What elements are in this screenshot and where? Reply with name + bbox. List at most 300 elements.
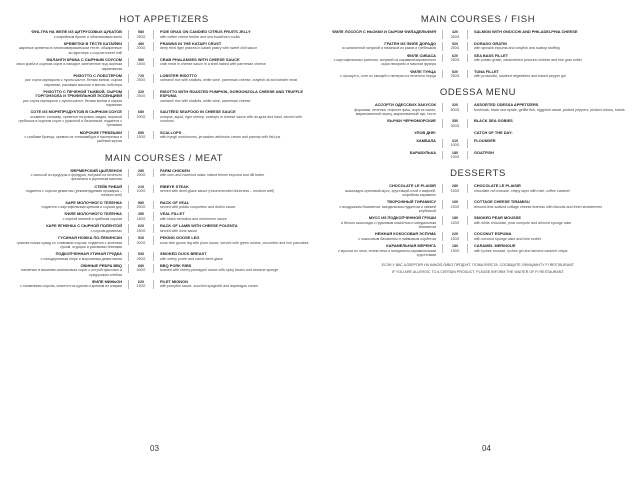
menu-item-price: 620 [451, 53, 459, 58]
menu-item-grams: 100G [136, 189, 146, 194]
menu-item-price: 530 [137, 251, 145, 256]
menu-item-weight [128, 224, 154, 233]
menu-item [16, 236, 312, 249]
menu-item-ru [16, 212, 128, 221]
menu-item-weight [442, 244, 468, 253]
menu-item-grams: 300G [136, 240, 146, 245]
menu-item-ru-desc: с соусом демиглас [90, 228, 122, 233]
menu-item-ru-title: НЕЖНАЯ КОКОСОВАЯ ЭСПУМА [374, 231, 436, 237]
menu-item-en [154, 58, 312, 67]
menu-item-grams: 100G [450, 155, 460, 160]
menu-item-grams: 300G [450, 123, 460, 128]
menu-item-ru-desc: с сельдереевым пюре и морковным демигласом [40, 256, 122, 261]
menu-item-price: 180 [451, 216, 459, 221]
menu-item-ru-desc: с кокосовым бисквитом и лаймовым сорбетом [358, 236, 436, 241]
menu-item-ru-title: АССОРТИ ОДЕССКИХ ЗАКУСОК [374, 102, 436, 108]
allergy-note-ru: ЕСЛИ У ВАС АЛЛЕРГИЯ НА КАКОЙ-ЛИБО ПРОДУКТ, ПОЖАЛУЙСТА, СООБЩИТЕ ОФИЦИАНТУ FI RESTAURANT. [381, 263, 575, 268]
menu-item-en [154, 42, 312, 51]
menu-item-en-title: RIBEYE STEAK [160, 183, 189, 189]
menu-item-en-title: PRAWNS IN THE KATAIFI CRUST [160, 40, 222, 46]
menu-item-price: 720 [137, 73, 145, 78]
menu-item-ru-title: СОТЕ ИЗ МОРЕПРОДУКТОВ В СЫРНОМ СОУСЕ [30, 109, 122, 115]
menu-item-ru [16, 252, 128, 261]
menu-item-ru-desc: с муссом из личи, гелем личи и миндально-карамельными хрустелями [337, 248, 436, 257]
menu-item-en-title: LOBSTER RISOTTO [160, 72, 197, 78]
menu-item-ru-desc: осьминог, кальмар, креветка тигровая, мидии, морской гребешок в сырном соусе с рукколой и базиликом, подается с гренками [18, 114, 122, 128]
menu-item-grams: 400G [136, 268, 146, 273]
menu-item-en-title: VEAL FILLET [160, 211, 185, 217]
menu-item-en-title: SAUTÉED SEAFOOD IN CHEESE SAUCE [160, 109, 236, 115]
menu-item-price: 220 [451, 232, 459, 237]
menu-item-ru-desc: и белого шоколада с грушевым компотом и миндальным бисквитом [340, 220, 436, 230]
menu-item-grams: 250G [450, 74, 460, 79]
menu-item-en [468, 151, 626, 156]
menu-item-ru [16, 201, 128, 210]
menu-item-ru [16, 169, 128, 182]
menu-item-en-desc: with celery purée and carrot demi-glace [160, 256, 223, 261]
menu-item-en-title: BBQ PORK RIBS [160, 262, 192, 268]
menu-item-ru-title: ГУСИНАЯ НОЖКА ПО-ПЕКИНСКИ [58, 234, 122, 240]
menu-item-en [154, 264, 312, 273]
menu-item-ru-desc: с сальсой из кукурузы и фундука, эспумой из печеного физалиса и укропным маслом [30, 173, 122, 182]
allergy-note-en: IF YOU ARE ALLERGIC TO A CERTAIN PRODUCT, PLEASE INFORM THE WAITER OF FI RESTAURANT. [391, 270, 565, 275]
menu-item-price: 210 [137, 184, 145, 189]
menu-item-ru [330, 54, 442, 67]
menu-item-ru [16, 90, 128, 108]
menu-item-en-title: COTTAGE CHEESE TIRAMISU [474, 199, 530, 205]
menu-item-ru-title: БЫЧКИ ЧЕРНОМОРСКИЕ [387, 118, 436, 124]
menu-item-en-desc: served with wine sauce [160, 228, 198, 233]
menu-item [330, 139, 626, 148]
menu-item-en [468, 42, 626, 51]
menu-item-en-title: BLACK SEA GOBIES [474, 118, 513, 124]
menu-item [16, 30, 312, 39]
menu-item-en [154, 131, 312, 140]
menu-item-en-title: GOATFISH [474, 149, 494, 155]
menu-item-price: 180 [451, 150, 459, 155]
menu-item-en [468, 103, 626, 112]
menu-item-en [154, 252, 312, 261]
menu-item-ru-title: РИЗОТТО С ЛОБСТЕРОМ [73, 72, 122, 78]
menu-item-en-desc: with prosciutto, sautéed vegetables and baked pepper gel [474, 74, 566, 79]
menu-item-en-desc: crab meat in cheese sauce in a shell baked with parmesan cheese [160, 62, 266, 67]
menu-item-ru-desc: со шпинатной эспумой и начинкой из раков и гребешков [341, 46, 436, 51]
menu-item-ru-desc: с грибами бранца, кремом из топинамбура и пастернака и рыбным жусом [24, 135, 122, 144]
menu-item [16, 58, 312, 71]
menu-item-en-title: COCONUT ESPUMA [474, 231, 512, 237]
menu-item-price: 620 [137, 224, 145, 229]
menu-item-price: 310 [451, 138, 459, 143]
menu-item-en-title: CARAMEL MERINGUE [474, 243, 516, 249]
main-meat-list [16, 169, 312, 292]
menu-item-price: 280 [137, 168, 145, 173]
menu-item-grams: 200G [136, 114, 146, 119]
menu-item-en-title: SMOKED PEAR MOUSSE [474, 215, 521, 221]
menu-item-en-desc: forshmak, black sea sprats, gefilte fish, eggplant caviar, pickled peppers, pickled onions, toasts [474, 107, 625, 112]
menu-item [330, 216, 626, 229]
menu-item-weight [128, 169, 154, 178]
menu-item [330, 119, 626, 128]
menu-item-ru-title: ФУА-ГРА НА ЖЕЛЕ ИЗ ЦИТРУСОВЫХ ЦУКАТОВ [31, 29, 122, 34]
menu-item-ru-title: ФЕРМЕРСКИЙ ЦЫПЛЕНОК [70, 167, 122, 173]
menu-item-ru-title: СТЕЙК РИБАЙ [94, 183, 122, 189]
menu-item-en-desc: with pumpkin sauce, zucchini spaghetti and asparagus cream [160, 284, 258, 289]
menu-item-grams: 250G [136, 228, 146, 233]
menu-item-ru [16, 30, 128, 39]
menu-item-weight [442, 70, 468, 79]
menu-item-en [154, 201, 312, 210]
menu-item-weight [128, 212, 154, 221]
menu-item-ru [330, 244, 442, 257]
menu-item-grams: 100G [450, 143, 460, 148]
menu-item-en-title: RACK OF VEAL [160, 199, 190, 205]
menu-item-ru-title: КАРЕ ЯГНЕНКА С СЫРНОЙ ПОЛЕНТОЙ [46, 223, 122, 229]
menu-item [16, 42, 312, 55]
main-meat-title: MAIN COURSES / MEAT [104, 152, 224, 164]
menu-item-ru-title: ТВОРОЖНЫЙ ТИРАМИСУ [386, 199, 436, 205]
menu-item-ru-title: БАРАБУЛЬКА [409, 149, 436, 155]
menu-item [330, 244, 626, 257]
menu-item-price: 420 [451, 30, 459, 34]
menu-item [16, 90, 312, 108]
menu-item-weight [128, 110, 154, 119]
menu-item [330, 103, 626, 116]
menu-item-en-title: SEA BASS FILLET [474, 52, 509, 58]
menu-item-grams: 150G [136, 135, 146, 140]
menu-item-price: 320 [451, 103, 459, 108]
menu-item-ru-title: КАМБАЛА [416, 137, 436, 143]
menu-item [16, 110, 312, 127]
menu-item-price: 580 [137, 200, 145, 205]
menu-item-ru-desc: мясо краба в сырном соусе в панцире запеченное под сырным пармезаном [16, 62, 122, 71]
menu-item-weight [442, 232, 468, 241]
desserts-title: DESSERTS [450, 168, 506, 180]
menu-item-ru [16, 42, 128, 55]
menu-item-en [468, 216, 626, 225]
menu-item-weight [128, 264, 154, 273]
menu-item [16, 169, 312, 182]
menu-item-ru [330, 232, 442, 241]
menu-item-grams: 250G [450, 46, 460, 51]
menu-item-en-desc: served with potato croquettes and dorblu sauce [160, 205, 236, 210]
menu-item-en-desc: carnaroli rice with shallots, white wine, parmesan cheese [160, 98, 251, 103]
menu-item-grams: 150G [450, 248, 460, 253]
menu-item-ru [330, 200, 442, 213]
menu-item-grams: 150G [450, 204, 460, 209]
menu-item-weight [128, 42, 154, 51]
menu-item-en-title: CRAB PHALANGES WITH CHEESE SAUCE [160, 56, 240, 62]
menu-item [330, 184, 626, 197]
menu-item-en-title: ASSORTED ODESSA APPETIZERS [474, 102, 539, 108]
menu-item-en [468, 139, 626, 144]
menu-item-en-title: DORADO GRATIN [474, 40, 507, 46]
menu-item-ru-title: ГРАТЕН ИЗ ФИЛЕ ДОРАДО [384, 40, 436, 46]
menu-item-price: 160 [451, 200, 459, 205]
menu-item-ru-title: ПОДКОПЧЕННАЯ УТИНАЯ ГРУДКА [55, 250, 122, 256]
menu-item-weight [442, 216, 468, 225]
menu-item-en-title: CHOCOLATE LE PLAISIR [474, 183, 521, 189]
menu-item [16, 201, 312, 210]
menu-item-weight [442, 200, 468, 209]
menu-item-en-desc: with potato gratin, caramelized pecorino cheese and foie gras butter [474, 58, 583, 63]
menu-item-ru [330, 139, 442, 144]
menu-item [16, 212, 312, 221]
menu-item-en [468, 200, 626, 209]
menu-item-weight [128, 185, 154, 194]
menu-item-en [154, 110, 312, 123]
menu-item-en-desc: served with demi-glace sauce (recommended doneness – medium well) [160, 189, 275, 194]
menu-item-ru [16, 74, 128, 87]
menu-item-ru [16, 224, 128, 233]
menu-item-en-desc: deep fried tiger prawns in kataifi pastry with sweet chili sauce [160, 46, 258, 51]
menu-item-grams: 250G [136, 94, 146, 99]
menu-item [330, 70, 626, 79]
menu-item-ru [16, 236, 128, 249]
menu-item-ru [330, 30, 442, 35]
menu-item-en-title: SMOKED DUCK BREAST [160, 250, 207, 256]
menu-item-ru [16, 280, 128, 289]
menu-item [330, 30, 626, 39]
menu-item-ru [16, 58, 128, 71]
menu-item-grams: 150G [450, 220, 460, 225]
menu-item-en-desc: with lychee mousse, lychee gel and almond caramel crisps [474, 248, 568, 253]
menu-item-ru-title: ФИЛЕ МИНЬОН [92, 278, 122, 284]
hot-appetizers-list [16, 30, 312, 147]
menu-item-grams: 150G [450, 188, 460, 193]
menu-item-en-desc: with coconut sponge cake and lime sorbet [474, 236, 541, 241]
menu-item-weight [128, 131, 154, 140]
menu-item-ru-title: УЛОВ ДНЯ: [414, 130, 436, 136]
menu-item [16, 74, 312, 87]
menu-item-en-title: CATCH OF THE DAY: [474, 130, 513, 136]
menu-item-grams: 150G [450, 236, 460, 241]
menu-item-en [154, 90, 312, 103]
menu-item [330, 42, 626, 51]
menu-item-ru-title: МОРСКИЕ ГРЕБЕШКИ [79, 129, 122, 135]
menu-item-weight [442, 119, 468, 128]
menu-item-weight [128, 280, 154, 289]
menu-item-ru-desc: гусиная ножка сувид со сливовым соусом, подается с зеленым луком, огурцом и рисовыми блинами [16, 240, 122, 249]
menu-item-grams: 200G [136, 46, 146, 51]
menu-item-en-title: TUNA FILLET [474, 68, 499, 74]
menu-item-ru-title: ФИЛЕ МОЛОЧНОГО ТЕЛЕНКА [64, 211, 122, 217]
menu-item-ru [330, 103, 442, 116]
menu-item-en [468, 131, 626, 136]
menu-item-price: 480 [137, 41, 145, 46]
menu-item-en-desc: with coffee crème brûlée and sea buckthorn coulis [160, 34, 240, 39]
menu-item-weight [442, 30, 468, 39]
menu-item-en-desc: almond-lime soaked cottage cheese tiramisu with biscuits and fresh strawberries [474, 204, 603, 209]
menu-item-ru [330, 119, 442, 124]
menu-item-ru [330, 184, 442, 197]
menu-item-ru-title: ФИЛЕ СИБАСА [406, 52, 436, 58]
menu-item-ru-desc: с картофельным гратеном, эспумой из карамелизированного сыра пекорино и маслом фуагра [333, 58, 436, 67]
menu-item-en-desc: with white chocolate, pear compote and almond sponge cake [474, 220, 572, 225]
menu-item-ru-desc: с черной манной и грибным соусом [62, 216, 122, 221]
menu-item-ru-title: ФАЛАНГИ КРАБА С СЫРНЫМ СОУСОМ [46, 56, 122, 62]
menu-item-ru [330, 151, 442, 156]
menu-item-ru [330, 42, 442, 51]
menu-item-ru-desc: с прошутто, соте из овощей и пеперон из печеного перца [340, 74, 436, 79]
menu-item [330, 131, 626, 136]
menu-item-price: 350 [451, 119, 459, 124]
menu-item [16, 252, 312, 261]
menu-item [16, 131, 312, 144]
menu-item-en [154, 224, 312, 233]
menu-item-weight [442, 54, 468, 63]
menu-item-ru [330, 70, 442, 79]
menu-item [16, 264, 312, 277]
menu-item-en-title: FILET MIGNON [160, 278, 188, 284]
page-number-left: 03 [150, 444, 159, 453]
menu-item-en-desc: with black semolina and mushroom sauce [160, 216, 227, 221]
menu-item-en [468, 184, 626, 193]
menu-item [330, 54, 626, 67]
menu-item-price: 180 [451, 244, 459, 249]
menu-item-en-desc: with fryngii mushrooms, jerusalem artichoke cream and parsnip with fish jus [160, 135, 281, 140]
menu-item-en [154, 74, 312, 83]
menu-item-ru [16, 131, 128, 144]
menu-item-ru [16, 185, 128, 198]
menu-item-weight [128, 30, 154, 39]
menu-item-en-title: RACK OF LAMB WITH CHEESE POLENTA [160, 223, 238, 229]
menu-item [16, 224, 312, 233]
menu-item-ru [330, 131, 442, 136]
menu-item-ru-desc: жареные креветки в латиноамериканском тесте, обжаренные во фритюре с соусом sweet chili [18, 46, 122, 55]
menu-item-price: 580 [137, 57, 145, 62]
menu-item-weight [442, 103, 468, 112]
hot-appetizers-title: HOT APPETIZERS [119, 14, 209, 25]
menu-item-price: 620 [137, 279, 145, 284]
menu-item-en [154, 236, 312, 245]
menu-item-grams: 180G [136, 216, 146, 221]
menu-item-en-desc: octopus, squid, tiger shrimp, scallops in cheese sauce with arugula and basil, served with croutons [160, 114, 302, 124]
menu-item-grams: 250G [136, 78, 146, 83]
menu-item-en-desc: braised with cherry-pineapple sauce with spicy beans and sesame sponge [160, 268, 279, 273]
menu-item-grams: 150G [136, 284, 146, 289]
menu-item-en [468, 119, 626, 124]
menu-item-ru [16, 110, 128, 127]
page-number-right: 04 [482, 444, 491, 453]
menu-item-weight [128, 90, 154, 99]
menu-item-en-title: SCALLOPS [160, 129, 182, 135]
main-fish-list [330, 30, 626, 81]
menu-item-price: 280 [451, 184, 459, 189]
menu-item-ru-desc: подается с картофельным кремом и соусом дор [41, 205, 122, 210]
menu-item-en [468, 70, 626, 79]
menu-item-en [154, 169, 312, 178]
menu-item-ru-desc: рис сорта карнароли с луком шалот, белым вином, сыром пармезан, раковым маслом и мясом лобстера [24, 78, 122, 87]
menu-item-en [468, 30, 626, 35]
menu-item-en [154, 30, 312, 39]
menu-item-ru [330, 216, 442, 229]
menu-item-ru-desc: томленые в вишнево-ананасовом соусе с острой фасолью и кукурузным хлебом [20, 268, 122, 277]
menu-item-ru-desc: подается с соусом демиглас (рекомендуемая прожарка – medium well) [25, 189, 122, 198]
menu-item-ru-title: КРЕВЕТКИ В ТЕСТЕ КАТАЙФИ [63, 40, 122, 46]
odessa-menu-title: ODESSA MENU [439, 87, 517, 99]
main-fish-title: MAIN COURSES / FISH [420, 14, 536, 25]
menu-item [16, 280, 312, 289]
menu-item-en-desc: carnaroli rice with shallots, white wine, parmesan cheese, crayfish oil and lobster meat [160, 78, 298, 83]
menu-item-price: 450 [137, 212, 145, 217]
menu-item-ru-desc: с тыквенным соусом, спагетти из цукини и кремом из спаржи [20, 284, 122, 289]
menu-item-ru [16, 264, 128, 277]
menu-item-en-desc: with spinach espuma and crayfish and scallop stuffing [474, 46, 560, 51]
menu-item-price: 580 [137, 30, 145, 34]
menu-item-ru-title: КАРАМЕЛЬНАЯ МЕРЕНГА [386, 243, 436, 249]
menu-item-en-title: FARM CHICKEN [160, 167, 190, 173]
menu-item-en-desc: with corn and hazelnut salsa, baked fennel espuma and dill butter [160, 173, 265, 178]
menu-item-en-desc: chocolate nut mousse, crispy layer with mint, coffee caramel [474, 188, 570, 193]
menu-item-weight [442, 42, 468, 51]
menu-item-en [154, 280, 312, 289]
menu-item-grams: 150G [136, 62, 146, 67]
menu-item-en-title: PEKING GOOSE LEG [160, 234, 200, 240]
menu-item-ru-desc: форшмак, печенка, гефилте фиш, икра из синих, маринованный перец, маринованный лук, тесто [354, 107, 436, 117]
menu-item-price: 680 [137, 263, 145, 268]
menu-item-grams: 250G [136, 205, 146, 210]
right-page [330, 14, 626, 275]
menu-item [330, 232, 626, 241]
desserts-list [330, 184, 626, 260]
menu-item-en-title: SALMON WITH GNOCCHI AND PHILADELPHIA CHEESE [474, 29, 578, 34]
menu-item-en [154, 185, 312, 194]
menu-item-weight [442, 139, 468, 148]
menu-item-ru-desc: с кофейным брюле и облепиховым желе [53, 34, 122, 39]
menu-item-grams: 250G [136, 34, 146, 39]
menu-item-grams: 250G [136, 173, 146, 178]
menu-item-grams: 250G [450, 58, 460, 63]
left-page [16, 14, 312, 292]
menu-item-weight [128, 236, 154, 245]
menu-item-price: 680 [137, 110, 145, 115]
menu-item-price: 320 [137, 89, 145, 94]
menu-item-weight [128, 252, 154, 261]
menu-item-weight [128, 58, 154, 67]
menu-item-en [468, 232, 626, 241]
menu-item-weight [128, 74, 154, 83]
odessa-menu-list [330, 103, 626, 162]
menu-item-price: 850 [137, 130, 145, 135]
menu-item-ru-title: CHOCOLATE LE PLAISIR [389, 183, 436, 189]
menu-item-ru-desc: рис сорта карнароли с луком шалот, белым вином и сыром пармезан [22, 98, 122, 108]
menu-item-weight [442, 151, 468, 160]
menu-item-price: 520 [451, 69, 459, 74]
menu-item-ru-title: КАРЕ МОЛОЧНОГО ТЕЛЕНКА [65, 199, 122, 205]
menu-item-grams: 800G [450, 107, 460, 112]
menu-item-en-title: RISOTTO WITH ROASTED PUMPKIN, GORGONZOLA CHEESE AND TRUFFLE ESPUMA [160, 88, 303, 99]
menu-item-price: 520 [137, 235, 145, 240]
menu-item-en [154, 212, 312, 221]
menu-item [330, 151, 626, 160]
menu-item-ru-title: ФИЛЕ ЛОСОСЯ С НЬОККИ И СЫРОМ ФИЛАДЕЛЬФИЯ [332, 29, 436, 34]
menu-item-grams: 250G [450, 34, 460, 39]
menu-item-ru-desc: шоколадно-ореховый мусс, хрустящий слой с вафлей, кофейная карамель [344, 188, 436, 198]
menu-item-ru-title: РИЗОТТО С ПЕЧЕНОЙ ТЫКВОЙ, СЫРОМ ГОРГОНЗОЛА И ТРЮФЕЛЬНОЙ ЭССЕНЦИЕЙ [35, 88, 122, 99]
menu-item-weight [442, 184, 468, 193]
menu-item-en-title: FLOUNDER [474, 137, 496, 143]
menu-item [330, 200, 626, 213]
menu-item-grams: 250G [136, 256, 146, 261]
menu-item-weight [128, 201, 154, 210]
menu-item-price: 520 [451, 41, 459, 46]
menu-item-en-title: FOIE GRAS ON CANDIED CITRUS FRUITS JELLY [160, 29, 251, 34]
menu-item-en [468, 244, 626, 253]
menu-item-en-desc: sous vide goose leg with plum sauce, served with green onions, cucumber and rice pancakes [160, 240, 309, 245]
menu-item-en [468, 54, 626, 63]
menu-item-ru-title: МУСС ИЗ ПОДКОПЧЕННОЙ ГРУШИ [368, 215, 436, 221]
menu-item-ru-title: ФИЛЕ ТУНЦА [410, 68, 436, 74]
